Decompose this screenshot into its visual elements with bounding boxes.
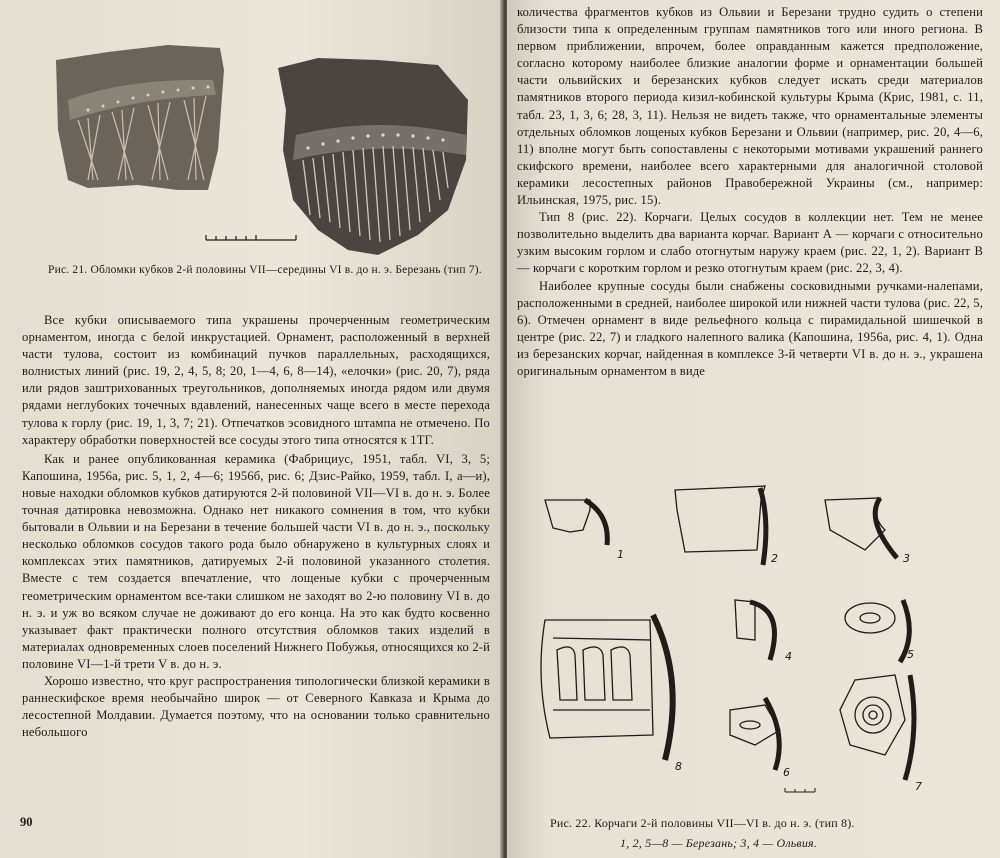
- fig-label-7: 7: [915, 780, 922, 793]
- vessel-drawings: [525, 470, 995, 810]
- fig-label-2: 2: [771, 552, 778, 565]
- page-number: 90: [20, 815, 33, 829]
- figure-22-drawings: [525, 470, 995, 810]
- fig-label-5: 5: [907, 648, 914, 661]
- fig-label-6: 6: [783, 766, 790, 779]
- paragraph: Хорошо известно, что круг распространения типологически близкой керамики в раннескифское время необычайно широк — от Северного Кавказа и Крыма до лесостепной Молдавии. Думается поэтому, что на основании только сравнительно небольшого: [22, 673, 490, 740]
- figure-21-caption: Рис. 21. Обломки кубков 2-й половины VII—середины VI в. до н. э. Березань (тип 7).: [48, 264, 482, 276]
- paragraph: Как и ранее опубликованная керамика (Фабрициус, 1951, табл. VI, 3, 5; Капошина, 1956а, рис. 5, 1, 2, 4—6; 1956б, рис. 6; Дзис-Райко, 1959, табл. I, а—и), новые находки обломков кубков датируются 2-й половиной VII—VI в. до н. э. Более точная датировка невозможна. Однако нет никакого сомнения в том, что кубки бытовали в Ольвии и на Березани в течение большей части VI в. до н. э., поскольку несколько обломков сосудов такого рода было обнаружено в культурных слоях и комплексах этих памятников, датируемых 2-й половиной указанного столетия. Вместе с тем создается впечатление, что лощеные кубки с прочерченным геометрическим орнаментом все-таки слишком не заходят во 2-ю половину VI в. до н. э. и уж во всяком случае не доживают до его конца. На это как будто косвенно указывает факт практически полного отсутствия обломков таких изделий в материалах одновременных слоев поселений Нижнего Побужья, относящихся ко 2-й половине VI—1-й трети V в. до н. э.: [22, 451, 490, 671]
- scale-bar: [206, 235, 296, 240]
- fig-label-1: 1: [617, 548, 624, 561]
- right-body-text: [517, 4, 983, 380]
- paragraph: Тип 8 (рис. 22). Корчаги. Целых сосудов в коллекции нет. Тем не менее позволительно выделить два варианта корчаг. Вариант А — корчаги с относительно узким высоким горлом и слабо отогнутым наружу краем (рис. 22, 1, 2). Вариант В — корчаги с коротким горлом и резко отогнутым краем (рис. 22, 3, 4).: [517, 210, 983, 276]
- paragraph: количества фрагментов кубков из Ольвии и Березани трудно судить о степени близости типа к определенным группам памятников того или иного региона. В первом приближении, впрочем, более оправданным кажется предположение, согласно которому наиболее близкие аналогии форме и орнаментации большей части ольвийских и березанских кубков следует искать среди материалов памятников второго периода кизил-кобинской культуры Крыма (Крис, 1981, с. 11, табл. 23, 1, 3, 6; 28, 3, 11). Нельзя не видеть также, что орнаментальные элементы отдельных обломков лощеных кубков Березани и Ольвии (например, рис. 20, 4—6, 11) вполне могут быть сопоставлены с некоторыми мотивами украшений раннего скифского времени, наиболее всего характерными для аналогичной столовой керамики лесостепных районов Правобережной Украины (см., например: Ильинская, 1975, рис. 15).: [517, 5, 983, 208]
- fig-label-8: 8: [675, 760, 682, 773]
- paragraph: Наиболее крупные сосуды были снабжены сосковидными ручками-налепами, расположенными в средней, наиболее широкой или нижней части тулова (рис. 22, 5, 6). Отмечен орнамент в виде рельефного кольца с пирамидальной шишечкой в центре (рис. 22, 7) и гладкого налепного валика (Капошина, 1956а, рис. 4, 1). Одна из березанских корчаг, найденная в комплексе 3-й четверти VI в. до н. э., украшена оригинальным орнаментом в виде: [517, 278, 983, 378]
- left-shard: [56, 45, 224, 190]
- fig-label-4: 4: [785, 650, 792, 663]
- figure-22-subcaption: 1, 2, 5—8 — Березань; 3, 4 — Ольвия.: [620, 836, 818, 850]
- pottery-shards-image: [48, 40, 493, 255]
- paragraph: Все кубки описываемого типа украшены прочерченным геометрическим орнаментом, иногда с белой инкрустацией. Орнамент, расположенный в верхней части тулова, состоит из комбинаций пучков параллельных, расходящихся, волнистых линий (рис. 19, 2, 4, 5, 8; 20, 1—4, 6, 8—14), «елочки» (рис. 20, 7), ряда или рядов заштрихованных треугольников, дополняемых иногда рядом или двумя рядами неглубоких точечных вдавлений, нанесенных чаще всего в месте перехода тулова к горлу (рис. 19, 1, 3, 7; 21). Отпечатков эсовидного штампа не отмечено. По характеру обработки поверхностей все сосуды этого типа относятся к 1ТГ.: [22, 313, 490, 447]
- right-shard: [278, 58, 468, 255]
- fig-label-3: 3: [903, 552, 910, 565]
- left-body-text: [22, 312, 490, 741]
- figure-22-caption: Рис. 22. Корчаги 2-й половины VII—VI в. до н. э. (тип 8).: [550, 816, 855, 830]
- shards-photo: [48, 40, 493, 255]
